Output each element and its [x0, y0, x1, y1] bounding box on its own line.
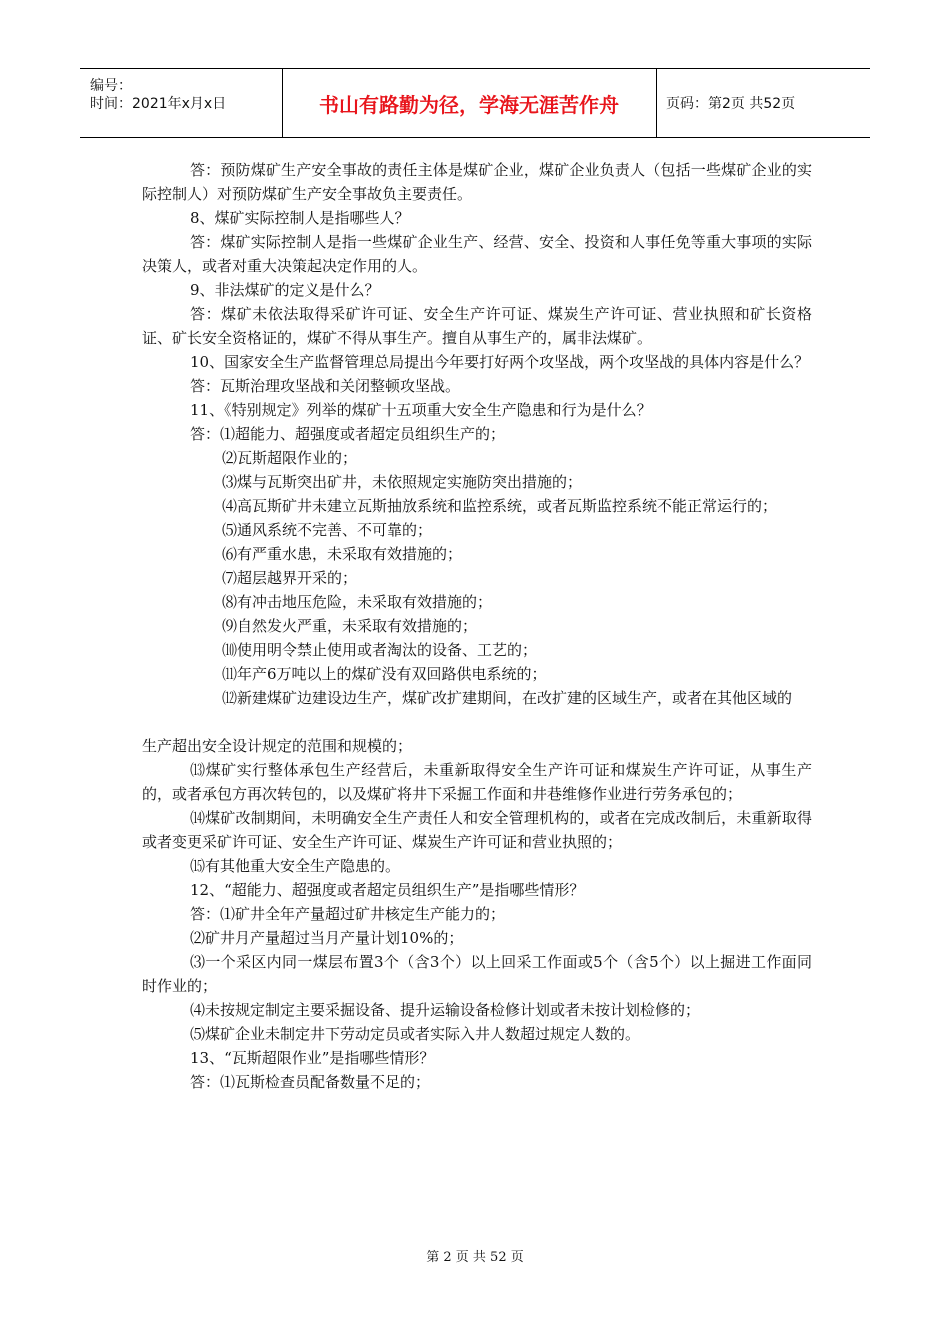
body-paragraph: ⒁煤矿改制期间，未明确安全生产责任人和安全管理机构的，或者在完成改制后，未重新取得或者变更采矿许可证、安全生产许可证、煤炭生产许可证和营业执照的；	[142, 809, 812, 851]
body-paragraph: ⑸煤矿企业未制定井下劳动定员或者实际入井人数超过规定人数的。	[190, 1025, 641, 1043]
body-paragraph: ⑺超层越界开采的；	[222, 569, 358, 587]
body-paragraph: 12、“超能力、超强度或者超定员组织生产”是指哪些情形？	[190, 881, 585, 899]
body-paragraph: ⑷未按规定制定主要采掘设备、提升运输设备检修计划或者未按计划检修的；	[190, 1001, 701, 1019]
document-date-label: 时间：2021年x月x日	[90, 96, 227, 112]
body-paragraph: 答：煤矿实际控制人是指一些煤矿企业生产、经营、安全、投资和人事任免等重大事项的实际决策人，或者对重大决策起决定作用的人。	[142, 233, 812, 275]
body-paragraph: 答：⑴超能力、超强度或者超定员组织生产的；	[190, 425, 506, 443]
body-paragraph: ⑼自然发火严重，未采取有效措施的；	[222, 617, 478, 635]
header-motto: 书山有路勤为径，学海无涯苦作舟	[282, 69, 657, 137]
body-paragraph: ⑵瓦斯超限作业的；	[222, 449, 358, 467]
page-footer: 第 2 页 共 52 页	[426, 1250, 524, 1265]
document-body	[142, 158, 812, 1094]
body-paragraph: 答：⑴矿井全年产量超过矿井核定生产能力的；	[190, 905, 506, 923]
body-paragraph: ⑿新建煤矿边建设边生产，煤矿改扩建期间，在改扩建的区域生产，或者在其他区域的	[222, 689, 793, 707]
body-paragraph: 11、《特别规定》列举的煤矿十五项重大安全生产隐患和行为是什么？	[190, 401, 652, 419]
blank-line	[142, 710, 812, 734]
body-paragraph: 13、“瓦斯超限作业”是指哪些情形？	[190, 1049, 435, 1067]
header-page-number: 页码：第2页 共52页	[666, 96, 796, 112]
body-paragraph: ⒂有其他重大安全生产隐患的。	[190, 857, 401, 875]
body-paragraph: ⒀煤矿实行整体承包生产经营后，未重新取得安全生产许可证和煤炭生产许可证，从事生产的，或者承包方再次转包的，以及煤矿将井下采掘工作面和井巷维修作业进行劳务承包的；	[142, 761, 812, 803]
body-paragraph: 答：煤矿未依法取得采矿许可证、安全生产许可证、煤炭生产许可证、营业执照和矿长资格证、矿长安全资格证的，煤矿不得从事生产。擅自从事生产的，属非法煤矿。	[142, 305, 812, 347]
body-paragraph: ⑸通风系统不完善、不可靠的；	[222, 521, 433, 539]
body-paragraph: 答：⑴瓦斯检查员配备数量不足的；	[190, 1073, 431, 1091]
body-paragraph: ⑻有冲击地压危险，未采取有效措施的；	[222, 593, 493, 611]
body-paragraph: 8、煤矿实际控制人是指哪些人？	[190, 209, 410, 227]
body-paragraph: ⑽使用明令禁止使用或者淘汰的设备、工艺的；	[222, 641, 538, 659]
page-header	[80, 68, 870, 138]
body-paragraph: ⑾年产6万吨以上的煤矿没有双回路供电系统的；	[222, 665, 547, 683]
document-number-label: 编号：	[90, 78, 132, 94]
body-paragraph: 9、非法煤矿的定义是什么？	[190, 281, 380, 299]
body-paragraph: 答：预防煤矿生产安全事故的责任主体是煤矿企业，煤矿企业负责人（包括一些煤矿企业的实际控制人）对预防煤矿生产安全事故负主要责任。	[142, 161, 812, 203]
body-paragraph: 答：瓦斯治理攻坚战和关闭整顿攻坚战。	[190, 377, 461, 395]
header-info-cell	[80, 69, 283, 137]
body-paragraph: ⑶一个采区内同一煤层布置3个（含3个）以上回采工作面或5个（含5个）以上掘进工作面同时作业的；	[142, 953, 812, 995]
body-paragraph: ⑶煤与瓦斯突出矿井，未依照规定实施防突出措施的；	[222, 473, 583, 491]
body-paragraph: ⑹有严重水患，未采取有效措施的；	[222, 545, 463, 563]
body-paragraph: 10、国家安全生产监督管理总局提出今年要打好两个攻坚战，两个攻坚战的具体内容是什么？	[190, 353, 810, 371]
body-paragraph: ⑷高瓦斯矿井未建立瓦斯抽放系统和监控系统，或者瓦斯监控系统不能正常运行的；	[222, 497, 778, 515]
body-paragraph: 生产超出安全设计规定的范围和规模的；	[142, 737, 413, 755]
body-paragraph: ⑵矿井月产量超过当月产量计划10%的；	[190, 929, 464, 947]
